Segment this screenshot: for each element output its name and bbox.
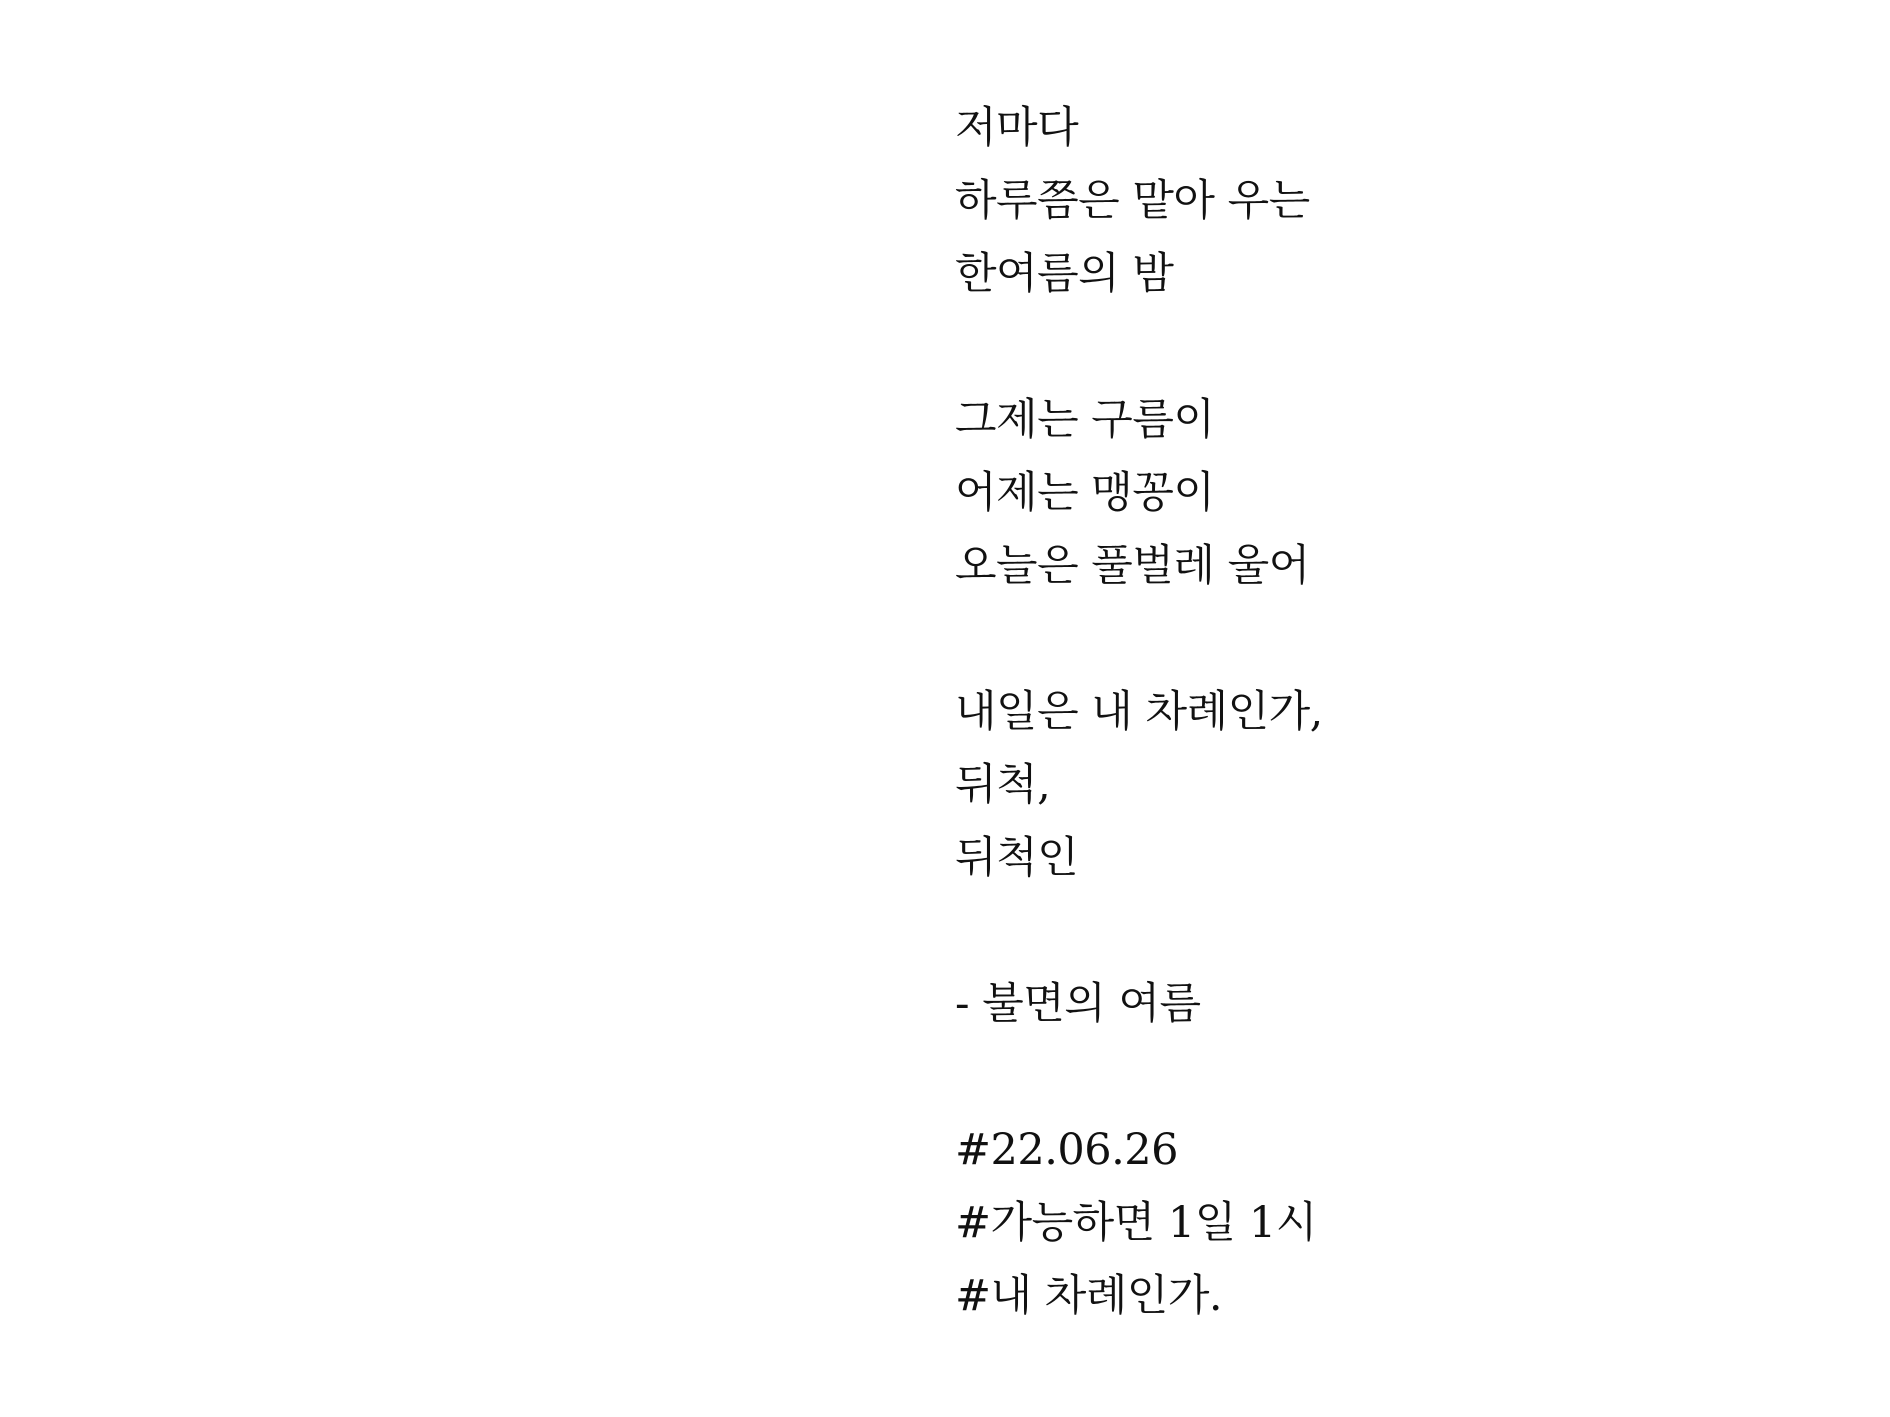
poem-line: 뒤척, <box>955 760 1051 810</box>
poem-line: 저마다 <box>955 103 1079 153</box>
stanza-3 <box>955 676 1855 895</box>
poem-line: 오늘은 풀벌레 울어 <box>955 541 1310 591</box>
poem-title-signature <box>955 968 1855 1041</box>
hashtag: #가능하면 1일 1시 <box>955 1198 1317 1248</box>
poem-body <box>955 92 1855 1406</box>
poem-line: 그제는 구름이 <box>955 395 1215 445</box>
hashtags <box>955 1114 1855 1333</box>
hashtag: #내 차례인가. <box>955 1271 1223 1321</box>
poem-line: 한여름의 밤 <box>955 249 1174 299</box>
poem-line: 하루쯤은 맡아 우는 <box>955 176 1310 226</box>
poem-line: 어제는 맹꽁이 <box>955 468 1215 518</box>
stanza-1 <box>955 92 1855 311</box>
poem-line: 내일은 내 차례인가, <box>955 687 1323 737</box>
poem-title-line: - 불면의 여름 <box>955 979 1201 1029</box>
stanza-2 <box>955 384 1855 603</box>
hashtag-date: #22.06.26 <box>955 1125 1179 1175</box>
poem-line: 뒤척인 <box>955 833 1079 883</box>
